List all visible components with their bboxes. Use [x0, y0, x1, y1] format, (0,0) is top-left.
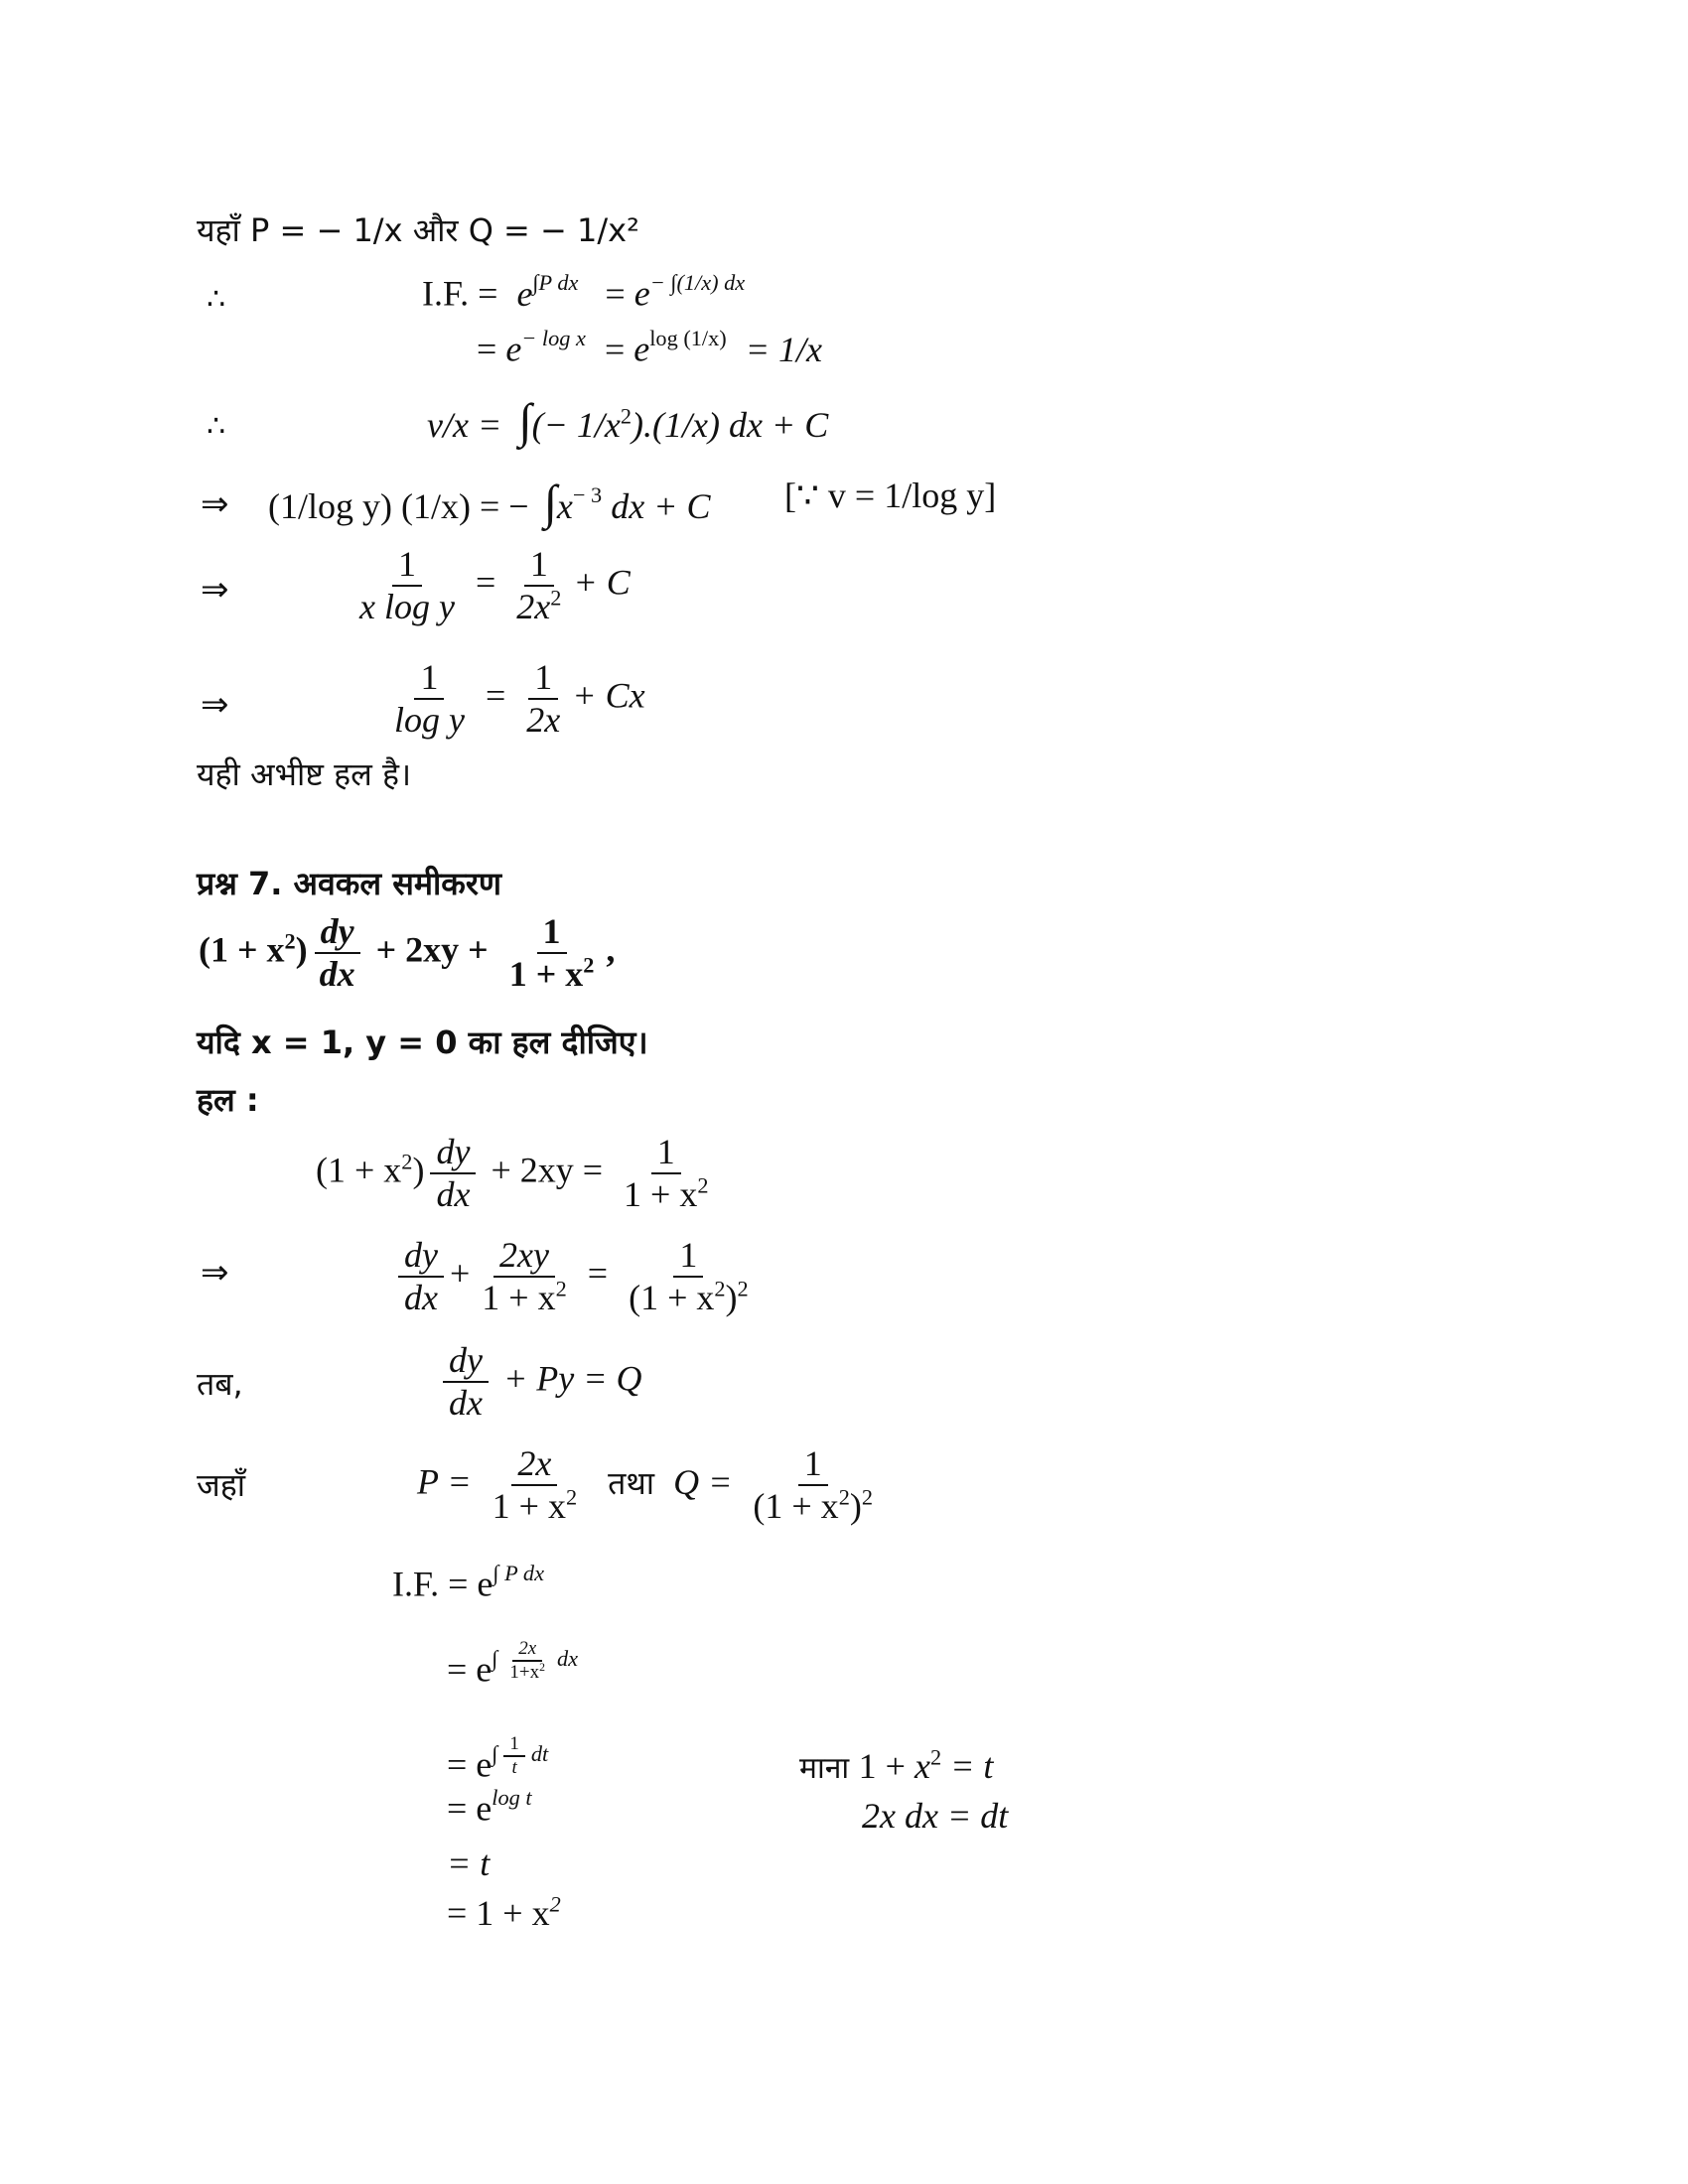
fraction: $\frac{dy}{dx}$ — [398, 1235, 444, 1319]
fraction: $\frac{1}{(1 + x^2)^2}$ — [753, 1443, 873, 1527]
implies-arrow-2: ⇒ — [201, 570, 229, 610]
fraction: $\frac{2x}{1 + x^2}$ — [492, 1443, 578, 1527]
fraction: $\frac{1}{(1 + x^2)^2}$ — [629, 1235, 749, 1318]
question-title: प्रश्न 7. अवकल समीकरण — [197, 865, 502, 902]
fraction: $\frac{1}{2x^2}$ — [516, 544, 562, 627]
solution-equation-1: $(1 + x^2)$ $\frac{dy}{dx}$ + 2xy = $\frac{1}{1 + x^2}$ — [316, 1132, 721, 1216]
fraction: $\frac{2xy}{1 + x^2}$ — [482, 1235, 567, 1318]
substitution-differential: 2x dx = dt — [862, 1796, 1009, 1836]
substitution-note: [∵ v = 1/log y] — [784, 476, 997, 515]
implies-arrow-3: ⇒ — [201, 685, 229, 725]
question-equation: $(1 + x^2)$ $\frac{dy}{dx}$ + 2xy + $\frac{1}{1 + x^2}$ , — [199, 911, 616, 995]
if-step-4: = t — [447, 1843, 491, 1883]
therefore-symbol: ∴ — [207, 282, 226, 317]
if-step-3: = elog t — [447, 1785, 532, 1829]
vx-equation: v/x = ∫(− $1/x^2).(1/x)$ dx + C — [427, 394, 829, 448]
p-q-definition: P = $\frac{2x}{1 + x^2}$ तथा Q = $\frac{1}{(1 + x^2)^2}$ — [417, 1443, 885, 1528]
if-line-2: = e− log x = elog (1/x) = 1/x — [477, 326, 822, 369]
fraction: $\frac{1}{\text{log y}}$ — [394, 657, 465, 741]
intro-line: यहाँ P = − 1/x और Q = − 1/x² — [197, 211, 639, 249]
standard-form: $\frac{dy}{dx}$ + Py = Q — [437, 1340, 642, 1425]
solution-equation-2: $\frac{dy}{dx}$ + $\frac{2xy}{1 + x^2}$ = $\frac{1}{(1 + x^2)^2}$ — [392, 1235, 761, 1319]
if-step-5: = $1 + x^2$ — [447, 1891, 561, 1933]
if-step-1: = e∫ $\frac{2x}{1+x^2}$ dx — [447, 1638, 579, 1690]
fraction: $\frac{1}{\text{x log y}}$ — [359, 544, 455, 627]
implies-arrow-1: ⇒ — [201, 484, 229, 524]
implies-arrow-4: ⇒ — [201, 1253, 229, 1293]
fraction: $\frac{1}{1 + x^2}$ — [508, 911, 595, 995]
tab-label: तब, — [197, 1365, 243, 1403]
substitution-assume: माना $1 + x^2 = t$ — [799, 1744, 994, 1786]
equation-line-6: $\frac{1}{\text{log y}}$ = $\frac{1}{2x}$ + Cx — [382, 657, 645, 742]
jahan-label: जहाँ — [197, 1466, 246, 1504]
conclusion-text: यही अभीष्ट हल है। — [197, 755, 412, 793]
fraction: $\frac{1}{2x}$ — [526, 657, 561, 741]
equation-line-5: $\frac{1}{\text{x log y}}$ = $\frac{1}{2x^2}$ + C — [348, 544, 631, 628]
fraction: $\frac{2x}{1+x^2}$ — [509, 1638, 545, 1683]
fraction: $\frac{1}{t}$ — [503, 1733, 524, 1779]
fraction: $\frac{dy}{dx}$ — [314, 911, 361, 996]
if-step-2: = e∫ $\frac{1}{t}$ dt — [447, 1733, 549, 1785]
fraction: $\frac{dy}{dx}$ — [430, 1132, 476, 1216]
question-condition: यदि x = 1, y = 0 का हल दीजिए। — [197, 1024, 648, 1061]
solution-label: हल : — [197, 1081, 259, 1119]
if-line-1: I.F. = e∫P dx = e− ∫(1/x) dx — [422, 270, 746, 314]
equation-line-4: (1/log y) (1/x) = − ∫x− 3 dx + C — [268, 476, 711, 529]
therefore-symbol-2: ∴ — [207, 409, 226, 444]
fraction: $\frac{dy}{dx}$ — [443, 1340, 489, 1425]
if-step-0: I.F. = e∫ P dx — [392, 1561, 544, 1604]
fraction: $\frac{1}{1 + x^2}$ — [624, 1132, 709, 1215]
